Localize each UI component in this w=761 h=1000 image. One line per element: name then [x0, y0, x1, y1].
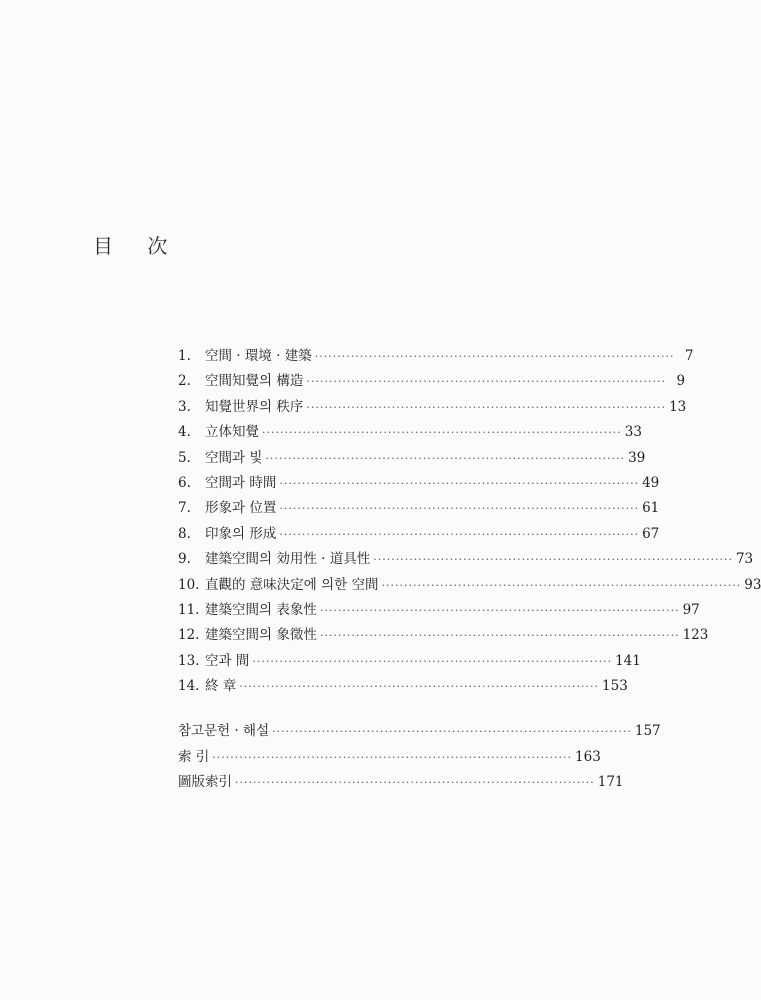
- dot-leader: ················································································: [279, 527, 640, 541]
- toc-entry-page: 67: [642, 525, 660, 542]
- toc-entry-number: 6.: [178, 474, 191, 491]
- toc-entry-title: 立体知覺: [205, 424, 259, 441]
- toc-entry-page: 141: [615, 652, 641, 669]
- toc-entry-page: 7: [684, 348, 694, 364]
- dot-leader: ················································································: [306, 375, 667, 389]
- toc-entry-number: 9.: [178, 551, 191, 568]
- toc-entry-title: 終 章: [205, 678, 237, 695]
- toc-entry-number: 7.: [178, 500, 191, 517]
- toc-entry-number: 11.: [178, 601, 200, 618]
- toc-entry-number: 13.: [178, 652, 200, 669]
- dot-leader: ················································································: [239, 680, 600, 694]
- dot-leader: ················································································: [381, 578, 742, 592]
- dot-leader: ················································································: [262, 426, 622, 440]
- toc-entry-page: 97: [682, 601, 700, 618]
- toc-entry-page: 171: [597, 774, 624, 791]
- toc-entry: [178, 369, 686, 394]
- toc-entry-number: 2.: [178, 373, 191, 390]
- toc-entry-title: 空間과 빛: [205, 449, 263, 466]
- dot-leader: ················································································: [314, 350, 675, 363]
- dot-leader: ················································································: [373, 553, 733, 567]
- toc-entry: [178, 770, 624, 795]
- page-title: 目 次: [93, 234, 182, 258]
- toc-entry-page: 9: [676, 373, 686, 390]
- toc-entry-page: 49: [642, 474, 660, 491]
- toc-entry: [178, 420, 642, 445]
- toc-entry-page: 163: [575, 748, 601, 765]
- toc-entry: [178, 745, 601, 770]
- toc-entry-page: 123: [682, 627, 709, 644]
- dot-leader: ················································································: [279, 476, 640, 490]
- toc-entry-title: 空間과 時間: [205, 474, 277, 491]
- toc-entry-number: 5.: [178, 449, 191, 466]
- toc-entry-number: 10.: [178, 576, 200, 593]
- toc-entry-page: 93: [744, 576, 761, 593]
- toc-entry-title: 建築空間의 表象性: [205, 601, 317, 618]
- toc-entry-title: 知覺世界의 秩序: [205, 398, 304, 415]
- toc-entry-page: 157: [634, 723, 661, 740]
- dot-leader: ················································································: [212, 750, 573, 764]
- toc-entry: [178, 598, 700, 623]
- toc-entry: [178, 649, 641, 674]
- toc-entry-title: 直觀的 意味決定에 의한 空間: [205, 576, 379, 593]
- toc-entry-title: 空間知覺의 構造: [205, 373, 304, 390]
- toc-entry-title: 索 引: [178, 748, 210, 765]
- toc-entry: [178, 395, 687, 420]
- toc-entry-number: 1.: [178, 348, 191, 364]
- toc-entry: [178, 623, 709, 648]
- dot-leader: ················································································: [252, 654, 613, 668]
- dot-leader: ················································································: [279, 502, 640, 516]
- toc-entry-page: 61: [642, 500, 660, 517]
- toc-entry: [178, 496, 660, 521]
- toc-entry-title: 참고문헌 · 해설: [178, 723, 270, 740]
- toc-entry-page: 13: [669, 398, 687, 415]
- toc-entry: [178, 547, 754, 572]
- toc-entry-number: 14.: [178, 678, 200, 695]
- toc-entry-title: 形象과 位置: [205, 500, 277, 517]
- section-gap: [178, 699, 512, 719]
- toc-entry-page: 33: [624, 424, 642, 441]
- toc-entry-page: 73: [735, 551, 754, 568]
- toc-entry-number: 12.: [178, 627, 200, 644]
- toc-entry: [178, 446, 646, 471]
- toc-entry-title: 建築空間의 象徵性: [205, 627, 317, 644]
- toc-entry: [178, 522, 660, 547]
- appendix-list: [178, 719, 661, 795]
- dot-leader: ················································································: [272, 725, 632, 739]
- toc-entry: [178, 573, 761, 598]
- chapter-list: [178, 344, 761, 699]
- toc-entry-number: 8.: [178, 525, 191, 542]
- toc-entry-page: 39: [628, 449, 646, 466]
- dot-leader: ················································································: [265, 451, 626, 465]
- dot-leader: ················································································: [319, 603, 680, 617]
- dot-leader: ················································································: [319, 629, 680, 643]
- toc-entry: [178, 344, 694, 369]
- dot-leader: ················································································: [306, 400, 667, 414]
- toc-entry: [178, 719, 661, 744]
- toc-entry-number: 4.: [178, 424, 191, 441]
- toc-entry: [178, 471, 660, 496]
- toc-entry-title: 空間 · 環境 · 建築: [205, 348, 312, 364]
- table-of-contents: [178, 344, 761, 796]
- toc-entry-title: 建築空間의 効用性 · 道具性: [205, 551, 371, 568]
- toc-entry-title: 圖版索引: [178, 774, 232, 791]
- toc-entry: [178, 674, 628, 699]
- toc-entry-number: 3.: [178, 398, 191, 415]
- toc-entry-title: 印象의 形成: [205, 525, 277, 542]
- dot-leader: ················································································: [235, 776, 595, 790]
- toc-entry-title: 空과 間: [205, 652, 250, 669]
- toc-entry-page: 153: [602, 678, 628, 695]
